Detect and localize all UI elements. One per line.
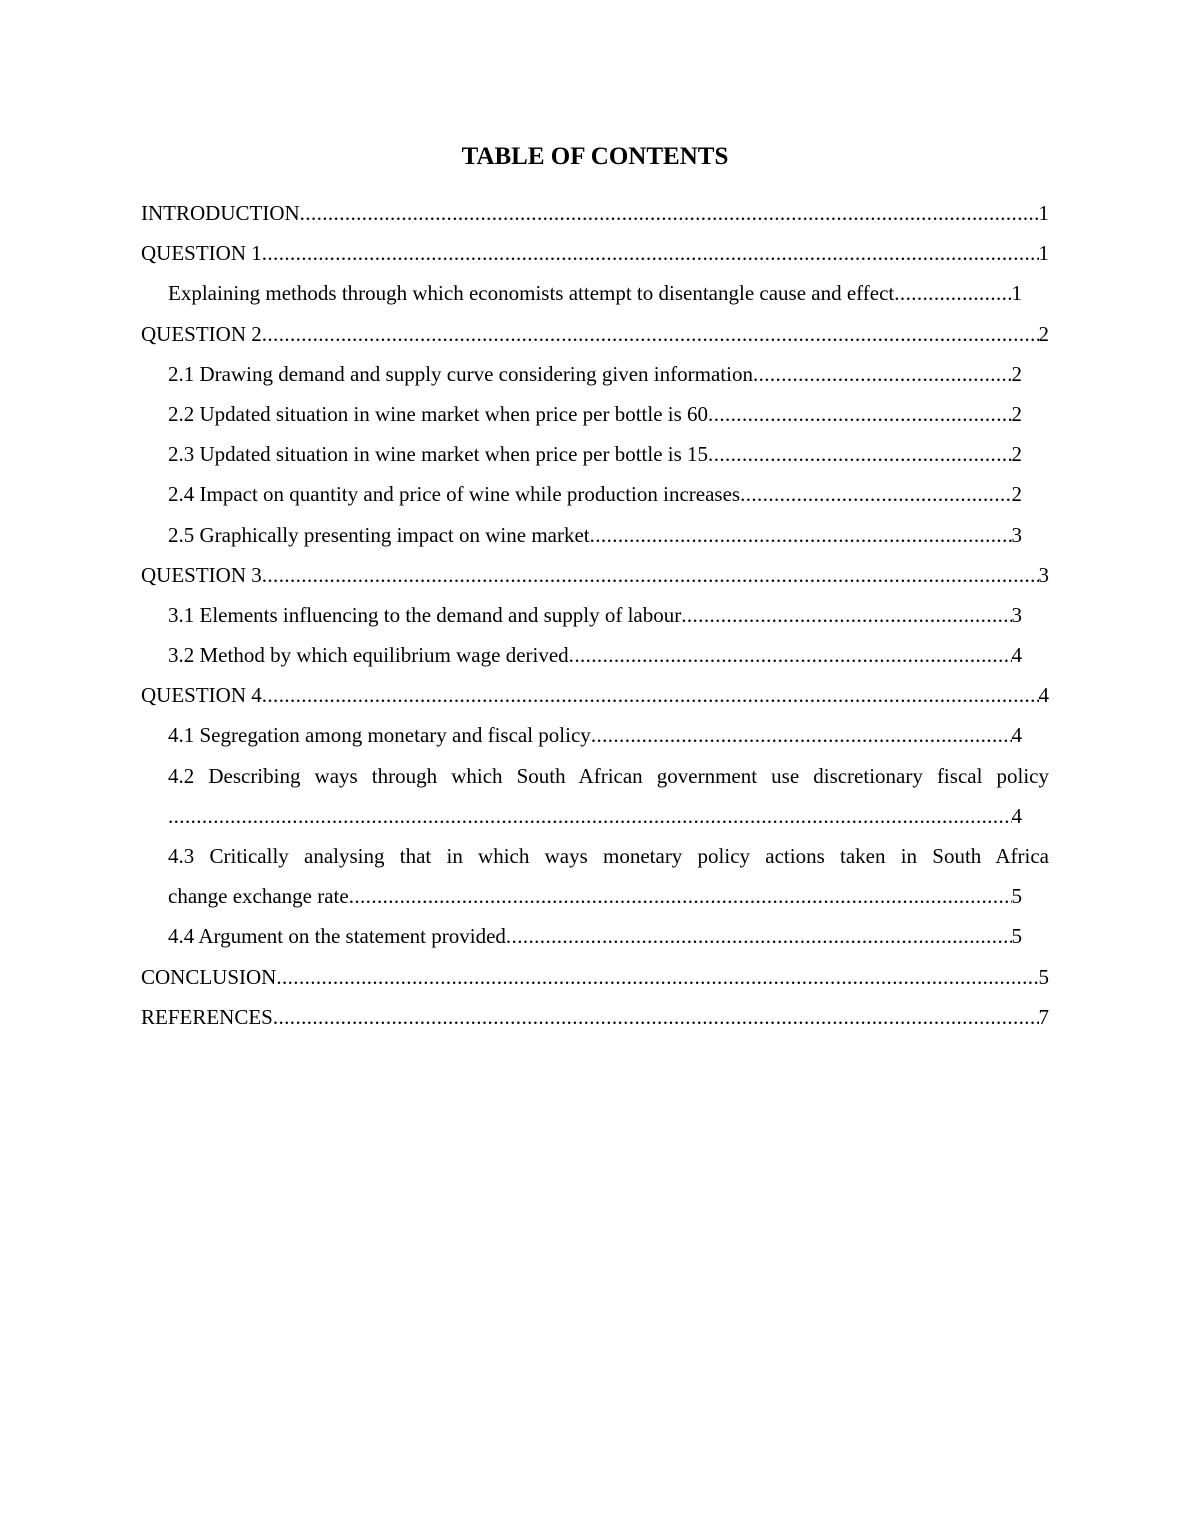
dot-leader [894, 273, 1011, 313]
dot-leader [262, 233, 1039, 273]
dot-leader [276, 957, 1038, 997]
toc-entry-label: QUESTION 3 [141, 555, 262, 595]
toc-entry-label: QUESTION 2 [141, 314, 262, 354]
dot-leader [273, 997, 1039, 1037]
toc-entry-question-2[interactable] [141, 314, 1049, 354]
dot-leader [262, 314, 1039, 354]
toc-page-number: 2 [1011, 361, 1022, 386]
toc-page-number: 5 [1011, 924, 1022, 949]
toc-page-number: 4 [1038, 683, 1049, 708]
toc-entry-question-1[interactable] [141, 233, 1049, 273]
toc-entry-label: change exchange rate [168, 876, 349, 916]
toc-entry-label: 4.4 Argument on the statement provided [168, 916, 506, 956]
dot-leader [506, 916, 1012, 956]
dot-leader [740, 474, 1011, 514]
dot-leader [708, 394, 1011, 434]
dot-leader [590, 515, 1012, 555]
page-title: TABLE OF CONTENTS [461, 143, 729, 170]
toc-page-number: 1 [1038, 241, 1049, 266]
dot-leader [349, 876, 1012, 916]
toc-entry-4-2[interactable] [168, 756, 1049, 836]
toc-page-number: 2 [1011, 482, 1022, 507]
toc-entry-label-line-1: 4.2 Describing ways through which South African government use discretionary fiscal policy [168, 763, 1049, 788]
dot-leader [708, 434, 1011, 474]
toc-entry-conclusion[interactable] [141, 957, 1049, 997]
toc-entry-4-4[interactable] [168, 916, 1022, 956]
toc-entry-2-5[interactable] [168, 515, 1022, 555]
toc-entry-label: QUESTION 4 [141, 675, 262, 715]
toc-entry-label-line-1: 4.3 Critically analysing that in which ways monetary policy actions taken in South Africa [168, 844, 1049, 868]
toc-page-number: 3 [1011, 602, 1022, 627]
dot-leader [681, 595, 1011, 635]
dot-leader [300, 193, 1039, 233]
toc-page-number: 2 [1011, 401, 1022, 426]
toc-page-number: 1 [1011, 281, 1022, 306]
toc-entry-explaining-methods[interactable] [168, 273, 1022, 313]
table-of-contents [141, 193, 1049, 1037]
toc-entry-question-3[interactable] [141, 555, 1049, 595]
toc-page-number: 5 [1038, 964, 1049, 989]
toc-page-number: 2 [1038, 321, 1049, 346]
toc-entry-label: REFERENCES [141, 997, 273, 1037]
toc-entry-label: 3.2 Method by which equilibrium wage derived [168, 635, 569, 675]
toc-entry-label: 2.3 Updated situation in wine market when price per bottle is 15 [168, 434, 708, 474]
dot-leader [753, 354, 1012, 394]
toc-page-number: 3 [1011, 522, 1022, 547]
toc-entry-label: QUESTION 1 [141, 233, 262, 273]
dot-leader [569, 635, 1012, 675]
toc-entry-label: Explaining methods through which economists attempt to disentangle cause and effect [168, 273, 894, 313]
toc-page-number: 3 [1038, 562, 1049, 587]
toc-entry-label: 4.1 Segregation among monetary and fiscal policy [168, 715, 591, 755]
toc-entry-2-3[interactable] [168, 434, 1022, 474]
toc-page-number: 4 [1011, 643, 1022, 668]
toc-page-number: 7 [1038, 1004, 1049, 1029]
toc-page-number: 4 [1011, 723, 1022, 748]
toc-entry-2-1[interactable] [168, 354, 1022, 394]
toc-entry-3-2[interactable] [168, 635, 1022, 675]
toc-entry-3-1[interactable] [168, 595, 1022, 635]
dot-leader [262, 675, 1039, 715]
dot-leader [168, 796, 1012, 836]
toc-entry-label: 2.5 Graphically presenting impact on wine market [168, 515, 590, 555]
toc-entry-label: INTRODUCTION [141, 193, 300, 233]
toc-entry-label: 3.1 Elements influencing to the demand and supply of labour [168, 595, 681, 635]
toc-entry-question-4[interactable] [141, 675, 1049, 715]
toc-entry-references[interactable] [141, 997, 1049, 1037]
toc-page-number: 1 [1038, 201, 1049, 225]
toc-entry-2-4[interactable] [168, 474, 1022, 514]
dot-leader [591, 715, 1012, 755]
dot-leader [262, 555, 1039, 595]
toc-entry-4-3[interactable] [168, 836, 1049, 916]
toc-entry-label: 2.1 Drawing demand and supply curve considering given information [168, 354, 753, 394]
toc-entry-introduction[interactable] [141, 193, 1049, 233]
toc-entry-label: 2.4 Impact on quantity and price of wine while production increases [168, 474, 740, 514]
toc-page-number: 5 [1011, 884, 1022, 909]
toc-page-number: 4 [1011, 803, 1022, 828]
toc-entry-label: 2.2 Updated situation in wine market when price per bottle is 60 [168, 394, 708, 434]
toc-page-number: 2 [1011, 442, 1022, 467]
toc-entry-4-1[interactable] [168, 715, 1022, 755]
toc-entry-label: CONCLUSION [141, 957, 276, 997]
toc-entry-2-2[interactable] [168, 394, 1022, 434]
